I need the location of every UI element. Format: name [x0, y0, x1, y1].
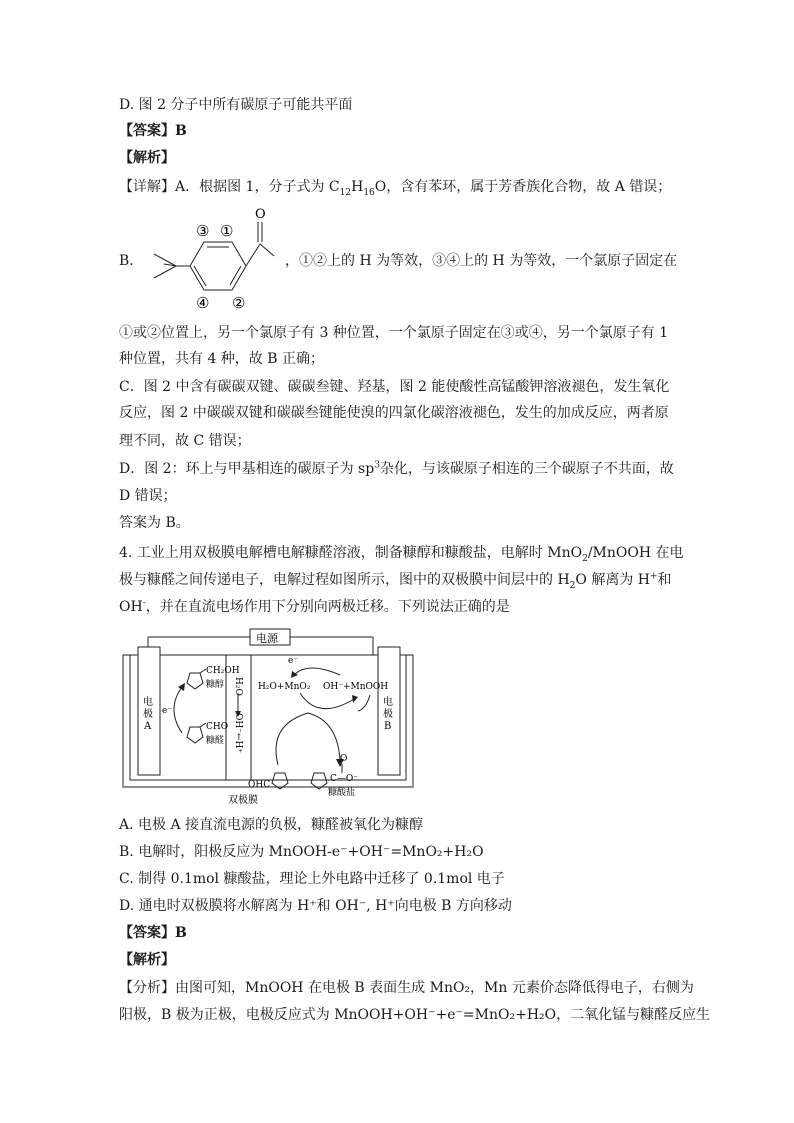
svg-text:糠醇: 糠醇	[206, 680, 225, 690]
acetophenone-structure	[136, 200, 296, 315]
detail-line-d2: D 错误；	[119, 488, 177, 504]
svg-text:极: 极	[143, 709, 153, 720]
oxygen-label: O	[255, 207, 266, 222]
final-answer: 答案为 B。	[119, 515, 190, 531]
position-3-label: ③	[196, 222, 210, 240]
power-source-label: 电源	[256, 632, 278, 645]
electrolysis-tank	[123, 655, 413, 787]
svg-text:CH₂OH: CH₂OH	[206, 666, 240, 676]
svg-text:O: O	[340, 754, 348, 764]
svg-text:OHC: OHC	[248, 780, 271, 790]
electron-left: e⁻	[162, 706, 173, 716]
detail-line-d: D．图 2：环上与甲基相连的碳原子为 $sp^3$杂化，与该碳原子相连的三个碳原子不共面，故	[119, 460, 674, 477]
position-4-label: ④	[196, 294, 210, 312]
furoate-molecule	[311, 754, 358, 798]
analysis-label: 【解析】	[119, 150, 175, 166]
mno2-label: H₂O+MnO₂	[258, 682, 311, 692]
answer-label: 【答案】B	[119, 123, 187, 139]
svg-text:极: 极	[383, 709, 393, 720]
position-2-label: ②	[232, 294, 246, 312]
svg-text:B: B	[384, 721, 392, 732]
electrolysis-diagram	[118, 625, 518, 810]
detail-line-b2: 种位置，共有 4 种，故 B 正确；	[119, 351, 324, 367]
analysis-label-2: 【解析】	[119, 952, 175, 968]
structure-b-text: ，①②上的 H 为等效，③④上的 H 为等效，一个氯原子固定在	[285, 253, 678, 269]
question-4-line-3: OH-，并在直流电场作用下分别向两极迁移。下列说法正确的是	[119, 598, 510, 615]
position-1-label: ①	[220, 222, 234, 240]
membrane-label: 双极膜	[228, 795, 258, 806]
detail-line-c2: 反应，图 2 中碳碳双键和碳碳叁键能使溴的四氯化碳溶液褪色，发生的加成反应，两者原	[119, 405, 669, 421]
structure-b-prefix: B．	[119, 253, 144, 269]
svg-text:电: 电	[383, 697, 393, 708]
question-4-line-1: 4. 工业上用双极膜电解槽电解糠醛溶液，制备糠醇和糠酸盐，电解时 MnO$_2$/MnOOH 在电	[119, 545, 684, 564]
detail-line-c1: C．图 2 中含有碳碳双键、碳碳叁键、羟基，图 2 能使酸性高锰酸钾溶液褪色，发生氧化	[119, 379, 670, 395]
svg-text:电: 电	[143, 697, 153, 708]
option-d: D. 通电时双极膜将水解离为 H⁺和 OH⁻, H⁺向电极 B 方向移动	[119, 898, 512, 914]
detail-line-b1: ①或②位置上，另一个氯原子有 3 种位置，一个氯原子固定在③或④，另一个氯原子有 1	[119, 325, 669, 341]
svg-text:H₂O: H₂O	[233, 677, 243, 696]
answer-label-2: 【答案】B	[119, 925, 187, 941]
option-d-previous: D. 图 2 分子中所有碳原子可能共平面	[119, 97, 353, 113]
option-c: C. 制得 0.1mol 糠酸盐，理论上外电路中迁移了 0.1mol 电子	[119, 871, 505, 887]
svg-text:糠醛: 糠醛	[206, 736, 225, 746]
detail-line-a: 【详解】A．根据图 1，分子式为 $C_{12}H_{16}O$，含有苯环，属于芳香族化合物，故 A 错误；	[119, 179, 672, 198]
analysis-line-2: 阳极，B 极为正极，电极反应式为 MnOOH+OH⁻+e⁻=MnO₂+H₂O，二氧化锰与糠醛反应生	[119, 1007, 711, 1023]
option-a: A. 电极 A 接直流电源的负极，糠醛被氧化为糠醇	[119, 817, 424, 833]
detail-line-c3: 理不同，故 C 错误；	[119, 433, 251, 449]
mnooh-label: OH⁻+MnOOH	[323, 682, 389, 692]
furfural-right-molecule	[248, 773, 288, 790]
analysis-line-1: 【分析】由图可知，MnOOH 在电极 B 表面生成 MnO₂，Mn 元素价态降低得电子，右侧为	[119, 980, 694, 996]
question-4-line-2: 极与糠醛之间传递电子，电解过程如图所示，图中的双极膜中间层中的 $H_2O$ 解离为 H+和	[119, 571, 672, 591]
svg-text:C—O⁻: C—O⁻	[330, 774, 359, 784]
svg-text:糠酸盐: 糠酸盐	[328, 788, 356, 798]
svg-text:A: A	[144, 721, 152, 732]
svg-text:OH⁻←H⁺: OH⁻←H⁺	[233, 713, 243, 754]
option-b: B. 电解时，阳极反应为 MnOOH-e⁻+OH⁻=MnO₂+H₂O	[119, 844, 484, 860]
electron-right: e⁻	[288, 656, 299, 666]
furfural-molecule	[187, 722, 228, 746]
svg-text:CHO: CHO	[206, 722, 229, 732]
